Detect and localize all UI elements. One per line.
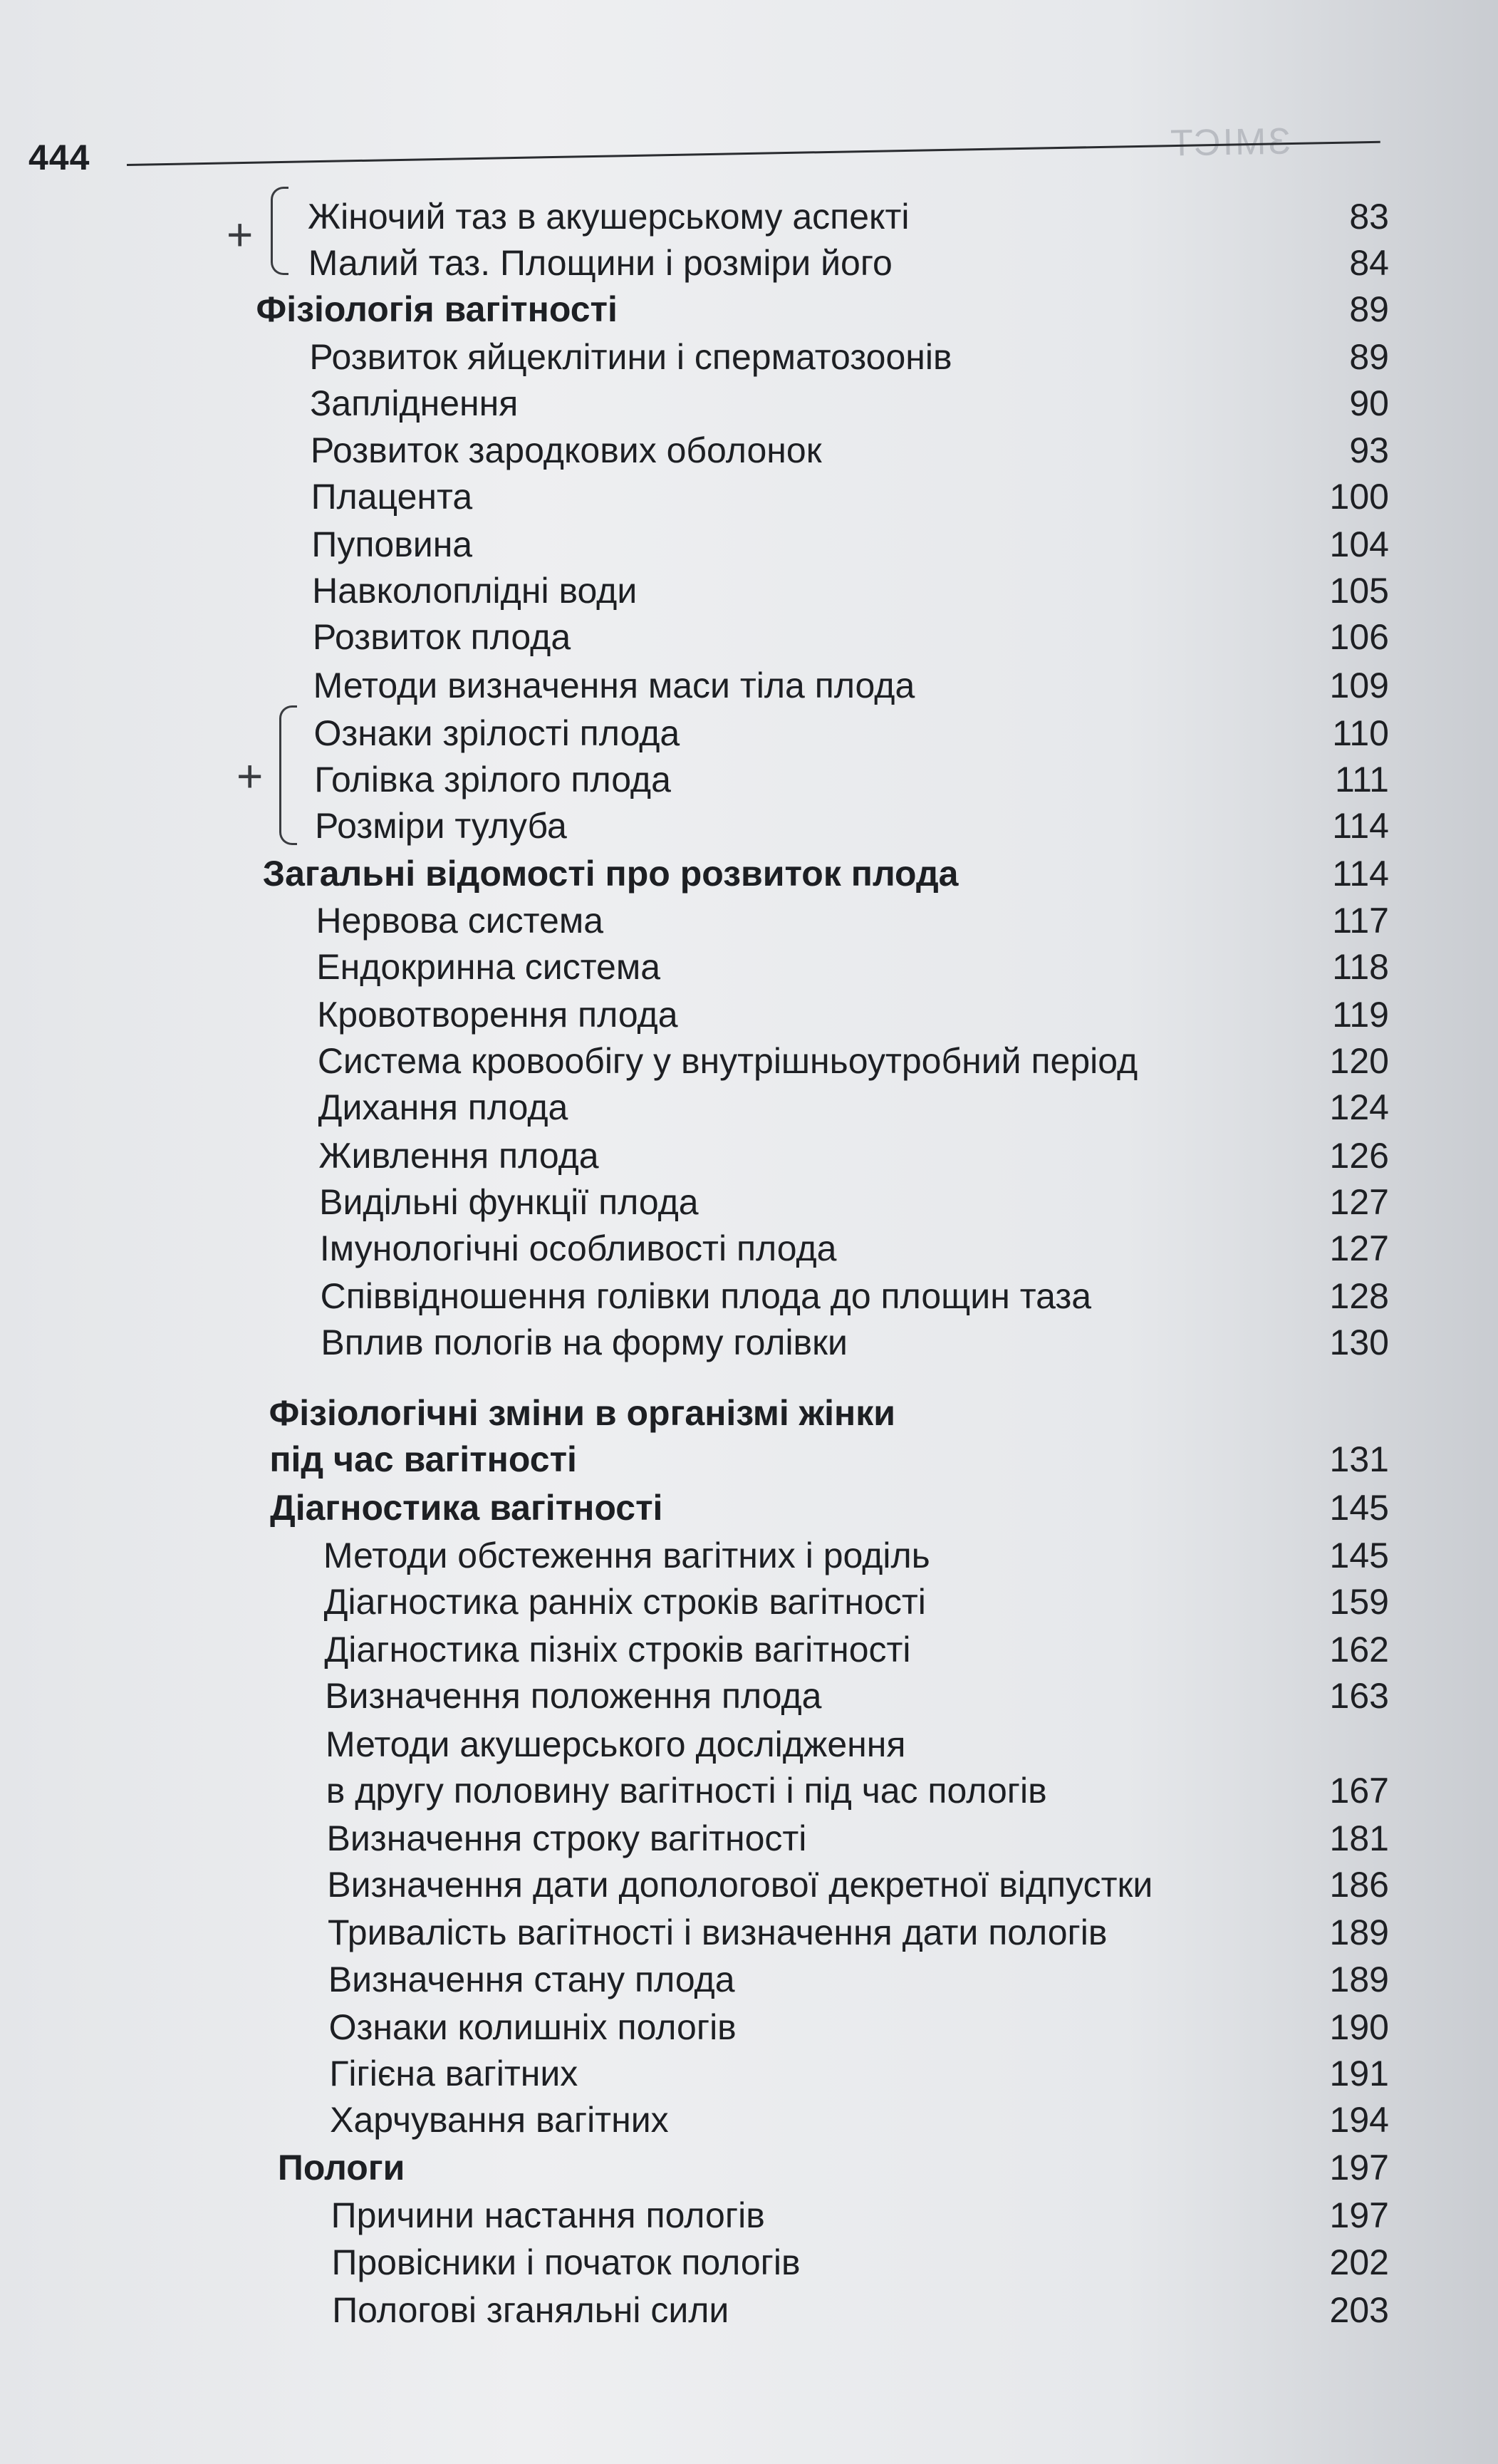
toc-entry-title: Пуповина [311, 524, 473, 564]
toc-entry-page: 189 [1329, 1912, 1389, 1953]
toc-heading [263, 850, 1389, 897]
toc-entry-page: 90 [1349, 383, 1389, 424]
toc-entry-page: 186 [1329, 1865, 1389, 1905]
toc-entry [309, 333, 1389, 381]
toc-entry-page: 191 [1329, 2053, 1389, 2093]
toc-entry-page: 117 [1332, 900, 1389, 941]
toc-heading [269, 1436, 1389, 1483]
toc-entry-title: Живлення плода [318, 1135, 599, 1176]
toc-entry-title: Провісники і початок пологів [331, 2242, 801, 2282]
handwritten-plus-mark: + [227, 209, 254, 260]
toc-entry [331, 2192, 1389, 2239]
toc-entry-title: Тривалість вагітності і визначення дати пологів [328, 1912, 1108, 1953]
toc-entry-title: Ознаки зрілості плода [313, 713, 680, 753]
toc-entry-page: 128 [1329, 1276, 1389, 1317]
toc-entry [324, 1626, 1389, 1673]
toc-entry-page: 111 [1334, 759, 1389, 799]
toc-entry-page: 189 [1329, 1959, 1389, 1999]
toc-entry-title: Визначення дати допологової декретної відпустки [327, 1865, 1153, 1905]
toc-entry-page: 84 [1349, 242, 1389, 283]
toc-entry [313, 662, 1389, 709]
toc-entry-title: під час вагітності [269, 1439, 577, 1480]
toc-entry-title: Запліднення [310, 383, 519, 424]
toc-entry-page: 89 [1349, 337, 1389, 378]
toc-entry-title: Розвиток яйцеклітини і сперматозоонів [309, 337, 952, 378]
toc-entry-page: 167 [1329, 1770, 1389, 1811]
toc-entry [311, 427, 1389, 474]
toc-entry-title: Методи акушерського дослідження [325, 1724, 906, 1764]
toc-entry-page: 104 [1329, 524, 1389, 564]
toc-entry [321, 1273, 1389, 1320]
toc-entry-title: Визначення положення плода [325, 1676, 822, 1717]
toc-entry-page: 181 [1329, 1818, 1389, 1858]
toc-entry [314, 756, 1389, 803]
toc-entry-page: 203 [1329, 2289, 1389, 2330]
toc-entry-page: 93 [1349, 430, 1389, 470]
toc-entry-page: 145 [1329, 1487, 1389, 1528]
toc-entry-title: Нервова система [316, 900, 604, 941]
toc-entry-page: 124 [1329, 1087, 1389, 1128]
toc-entry [310, 380, 1389, 427]
toc-entry [325, 1672, 1389, 1719]
toc-entry-title: Плацента [311, 476, 473, 517]
toc-entry-page: 145 [1329, 1535, 1389, 1575]
toc-entry-title: Діагностика пізніх строків вагітності [324, 1630, 911, 1670]
toc-entry-title: Ознаки колишніх пологів [328, 2007, 737, 2047]
toc-entry-page: 110 [1332, 713, 1389, 753]
toc-entry [324, 1578, 1389, 1625]
toc-entry-title: Фізіологія вагітності [256, 289, 618, 329]
toc-entry [318, 1084, 1389, 1131]
toc-entry [320, 1225, 1389, 1272]
toc-heading [256, 286, 1389, 333]
toc-entry-title: Дихання плода [318, 1087, 568, 1128]
toc-entry-title: Методи визначення маси тіла плода [313, 665, 915, 705]
toc-entry-title: Голівка зрілого плода [314, 759, 671, 799]
toc-heading [278, 2144, 1389, 2191]
toc-entry [311, 473, 1389, 520]
toc-entry-title: Ендокринна система [316, 946, 661, 987]
toc-entry [311, 521, 1389, 568]
toc-entry-page: 190 [1329, 2007, 1389, 2047]
toc-entry [316, 897, 1389, 944]
toc-entry-title: Методи обстеження вагітних і роділь [323, 1535, 930, 1575]
toc-entry-page: 109 [1329, 665, 1389, 705]
toc-entry [315, 802, 1389, 849]
toc-entry-title: Діагностика вагітності [270, 1487, 663, 1528]
toc-entry-page: 83 [1349, 196, 1389, 237]
toc-entry [323, 1532, 1389, 1579]
toc-entry-title: Жіночий таз в акушерському аспекті [308, 196, 910, 237]
toc-entry-page: 120 [1329, 1041, 1389, 1082]
toc-entry-title: Кровотворення плода [317, 994, 678, 1035]
toc-entry-title: Розвиток плода [312, 617, 571, 658]
toc-entry-page: 163 [1329, 1676, 1389, 1717]
toc-entry-page: 118 [1332, 946, 1389, 987]
toc-entry-title: Навколоплідні води [312, 571, 638, 611]
toc-entry [327, 1861, 1389, 1908]
toc-entry-title: Видільні функції плода [319, 1181, 699, 1222]
toc-entry [330, 2096, 1389, 2143]
toc-entry-title: Загальні відомості про розвиток плода [262, 854, 959, 894]
toc-entry-title: Співвідношення голівки плода до площин таза [320, 1276, 1092, 1317]
toc-entry-title: Фізіологічні зміни в організмі жінки [269, 1393, 895, 1434]
show-through-header: ЗМІСТ [1167, 120, 1291, 165]
toc-entry-title: Імунологічні особливості плода [319, 1228, 837, 1268]
toc-entry [328, 1956, 1389, 2003]
toc-entry-page: 89 [1349, 289, 1389, 329]
toc-heading [270, 1484, 1389, 1531]
toc-entry-page: 202 [1329, 2242, 1389, 2282]
toc-entry-page: 127 [1329, 1181, 1389, 1222]
toc-entry-title: Розвиток зародкових оболонок [310, 430, 822, 470]
toc-entry [328, 1909, 1389, 1956]
toc-entry [329, 2050, 1389, 2097]
toc-heading [269, 1389, 1389, 1437]
toc-entry [313, 614, 1389, 661]
toc-entry [332, 2287, 1389, 2334]
toc-entry-title: Пологи [277, 2148, 405, 2188]
toc-entry [326, 1721, 1389, 1768]
toc-entry-title: Причини настання пологів [331, 2195, 765, 2236]
toc-entry-title: Гігієна вагітних [329, 2053, 578, 2093]
toc-entry [313, 710, 1389, 757]
toc-entry [316, 943, 1389, 990]
toc-entry-page: 131 [1329, 1439, 1389, 1480]
toc-entry-page: 114 [1332, 806, 1389, 847]
toc-entry-page: 159 [1329, 1581, 1389, 1622]
toc-entry-page: 126 [1329, 1135, 1389, 1176]
toc-entry-page: 197 [1329, 2195, 1389, 2236]
toc-entry-page: 100 [1329, 476, 1389, 517]
toc-entry [318, 1132, 1389, 1179]
toc-entry [308, 239, 1389, 286]
toc-entry-page: 114 [1332, 854, 1389, 894]
toc-entry-title: Вплив пологів на форму голівки [321, 1322, 848, 1363]
toc-entry-title: Пологові зганяльні сили [332, 2289, 729, 2330]
toc-entry [326, 1767, 1389, 1814]
toc-entry [318, 1037, 1389, 1085]
toc-entry-page: 127 [1329, 1228, 1389, 1268]
toc-entry-title: Розміри тулуба [314, 806, 567, 847]
toc-entry-title: в другу половину вагітності і під час пологів [326, 1770, 1047, 1811]
toc-entry [331, 2239, 1389, 2286]
toc-entry-page: 162 [1329, 1630, 1389, 1670]
toc-entry-page: 119 [1332, 994, 1389, 1035]
toc-entry-title: Система кровообігу у внутрішньоутробний період [317, 1041, 1138, 1082]
toc-entry [308, 193, 1389, 240]
toc-entry-title: Діагностика ранніх строків вагітності [323, 1581, 926, 1622]
toc-entry [327, 1815, 1389, 1862]
toc-entry [312, 567, 1389, 614]
toc-entry-title: Малий таз. Площини і розміри його [308, 242, 893, 283]
handwritten-plus-mark: + [236, 750, 264, 802]
toc-entry-page: 106 [1329, 617, 1389, 658]
toc-entry-page: 194 [1329, 2100, 1389, 2141]
toc-entry [317, 991, 1389, 1038]
toc-entry-page: 197 [1329, 2148, 1389, 2188]
page-number: 444 [28, 138, 90, 177]
toc-entry-page: 105 [1329, 571, 1389, 611]
toc-entry-title: Харчування вагітних [330, 2100, 669, 2141]
toc-entry-title: Визначення строку вагітності [326, 1818, 807, 1858]
toc-entry-page: 130 [1329, 1322, 1389, 1363]
toc-entry [329, 2004, 1389, 2051]
toc-entry-title: Визначення стану плода [328, 1959, 735, 1999]
toc-entry [319, 1179, 1389, 1226]
toc-entry [321, 1319, 1389, 1366]
